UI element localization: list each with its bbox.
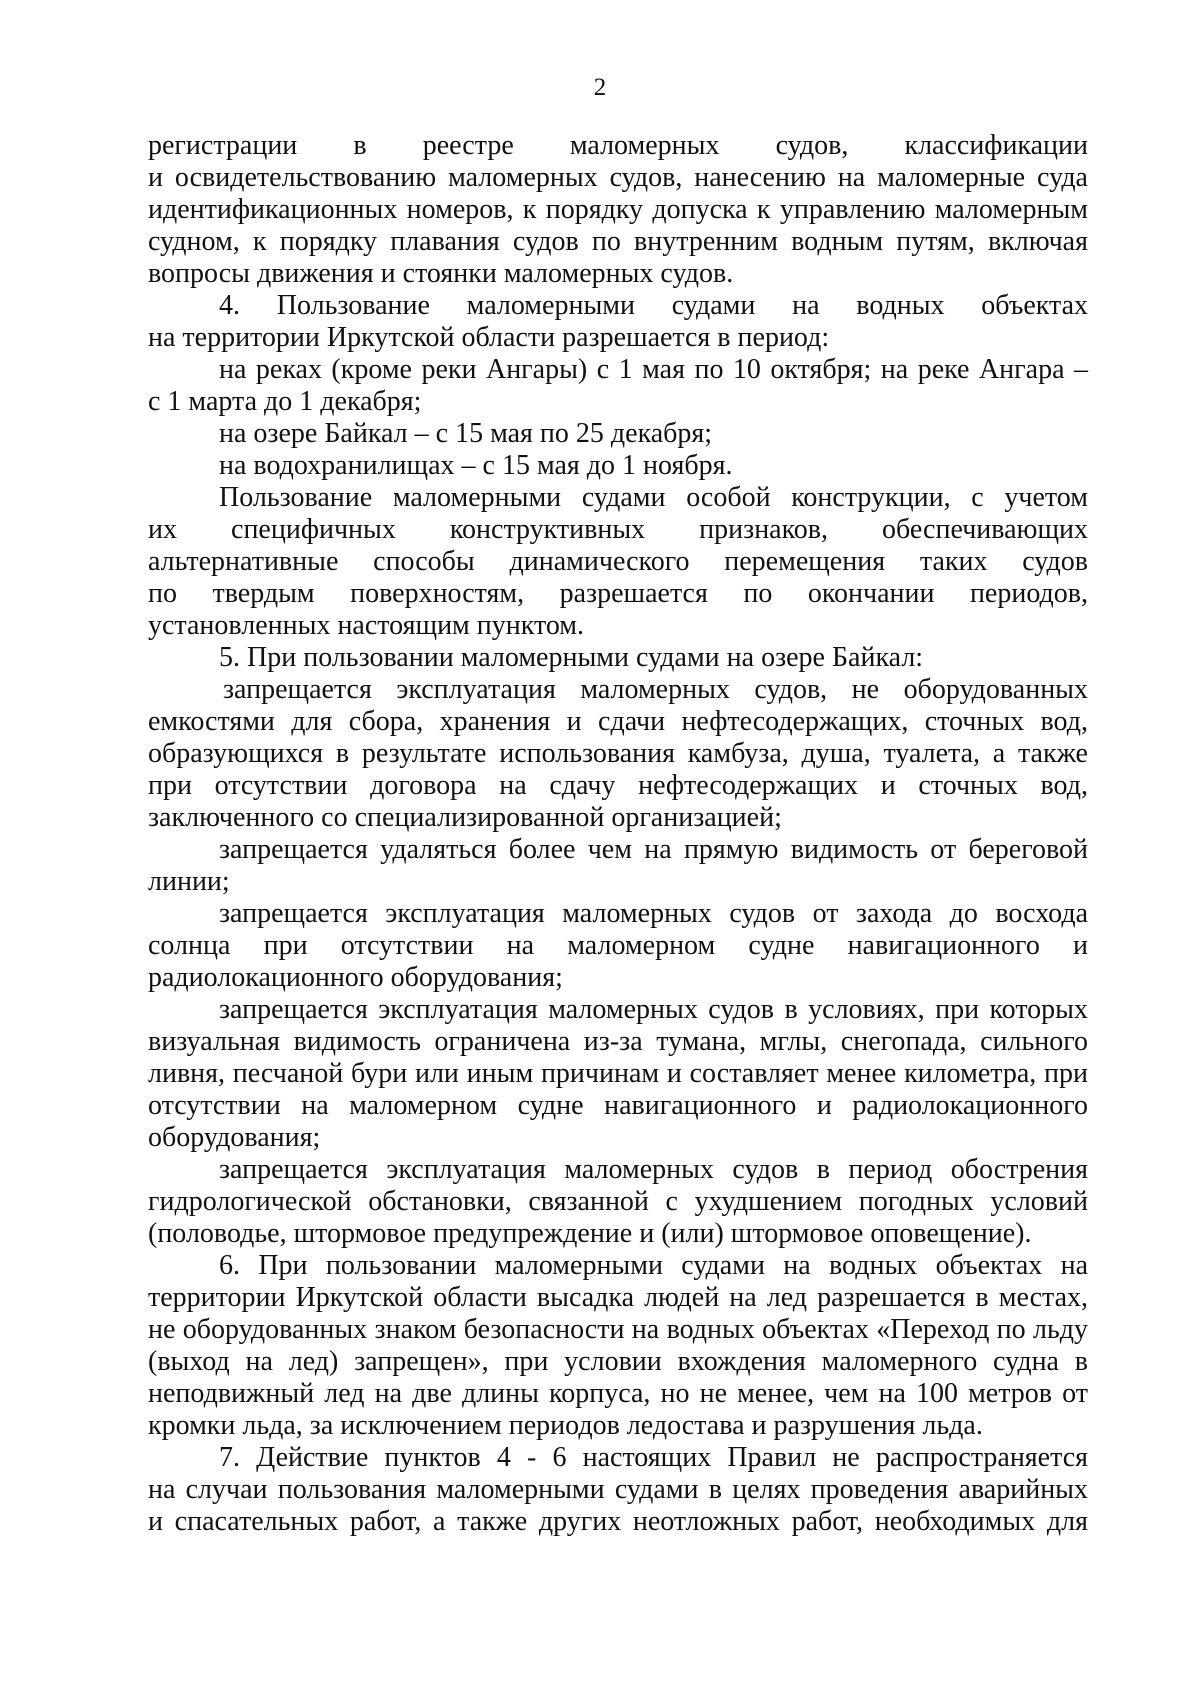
text-line: по твердым поверхностям, разрешается по окончании периодов,	[148, 578, 1088, 609]
text-line: радиолокационного оборудования;	[148, 962, 563, 993]
text-line: установленных настоящим пунктом.	[148, 610, 585, 641]
text-line: Пользование маломерными судами особой конструкции, с учетом	[219, 482, 1088, 513]
text-line: 6. При пользовании маломерными судами на водных объектах на	[219, 1250, 1088, 1281]
text-line: ливня, песчаной бури или иным причинам и составляет менее километра, при	[148, 1058, 1088, 1089]
text-line: 4. Пользование маломерными судами на водных объектах	[219, 290, 1088, 321]
text-line: на реках (кроме реки Ангары) с 1 мая по 10 октября; на реке Ангара –	[219, 354, 1088, 385]
text-line: при отсутствии договора на сдачу нефтесодержащих и сточных вод,	[148, 770, 1088, 801]
text-line: солнца при отсутствии на маломерном судне навигационного и	[148, 930, 1088, 961]
text-line: (половодье, штормовое предупреждение и (или) штормовое оповещение).	[148, 1218, 1032, 1249]
text-line: на озере Байкал – с 15 мая по 25 декабря;	[219, 418, 713, 449]
text-line: емкостями для сбора, хранения и сдачи нефтесодержащих, сточных вод,	[148, 706, 1088, 737]
text-line: (выход на лед) запрещен», при условии вхождения маломерного судна в	[148, 1346, 1088, 1377]
text-line: 7. Действие пунктов 4 - 6 настоящих Правил не распространяется	[219, 1442, 1088, 1473]
text-line: и спасательных работ, а также других неотложных работ, необходимых для	[148, 1506, 1088, 1537]
text-line: запрещается удаляться более чем на прямую видимость от береговой	[219, 834, 1088, 865]
text-line: гидрологической обстановки, связанной с ухудшением погодных условий	[148, 1186, 1088, 1217]
text-line: заключенного со специализированной организацией;	[148, 802, 782, 833]
text-line: запрещается эксплуатация маломерных судов в условиях, при которых	[219, 994, 1088, 1025]
text-line: оборудования;	[148, 1122, 321, 1153]
text-line: на территории Иркутской области разрешается в период:	[148, 322, 830, 353]
text-line: неподвижный лед на две длины корпуса, но не менее, чем на 100 метров от	[148, 1378, 1088, 1409]
text-line: судном, к порядку плавания судов по внутренним водным путям, включая	[148, 226, 1088, 257]
text-line: образующихся в результате использования камбуза, душа, туалета, а также	[148, 738, 1088, 769]
text-line: визуальная видимость ограничена из-за тумана, мглы, снегопада, сильного	[148, 1026, 1088, 1057]
text-line: регистрации в реестре маломерных судов, классификации	[148, 130, 1088, 161]
page-number: 2	[593, 74, 607, 101]
text-line: идентификационных номеров, к порядку допуска к управлению маломерным	[148, 194, 1088, 225]
text-line: 5. При пользовании маломерными судами на озере Байкал:	[219, 642, 924, 673]
text-line: на случаи пользования маломерными судами в целях проведения аварийных	[148, 1474, 1088, 1505]
text-line: вопросы движения и стоянки маломерных судов.	[148, 258, 734, 289]
text-line: их специфичных конструктивных признаков, обеспечивающих	[148, 514, 1088, 545]
text-line: запрещается эксплуатация маломерных судов, не оборудованных	[223, 674, 1088, 705]
text-line: альтернативные способы динамического перемещения таких судов	[148, 546, 1088, 577]
text-line: с 1 марта до 1 декабря;	[148, 386, 422, 417]
text-line: кромки льда, за исключением периодов ледостава и разрушения льда.	[148, 1410, 983, 1441]
text-line: территории Иркутской области высадка людей на лед разрешается в местах,	[148, 1282, 1088, 1313]
text-line: не оборудованных знаком безопасности на водных объектах «Переход по льду	[148, 1314, 1088, 1345]
document-body	[148, 130, 1088, 1538]
text-line: и освидетельствованию маломерных судов, нанесению на маломерные суда	[148, 162, 1088, 193]
text-line: отсутствии на маломерном судне навигационного и радиолокационного	[148, 1090, 1088, 1121]
text-line: запрещается эксплуатация маломерных судов от захода до восхода	[219, 898, 1088, 929]
text-line: запрещается эксплуатация маломерных судов в период обострения	[219, 1154, 1088, 1185]
text-line: на водохранилищах – с 15 мая до 1 ноября.	[219, 450, 733, 481]
text-line: линии;	[148, 866, 230, 897]
